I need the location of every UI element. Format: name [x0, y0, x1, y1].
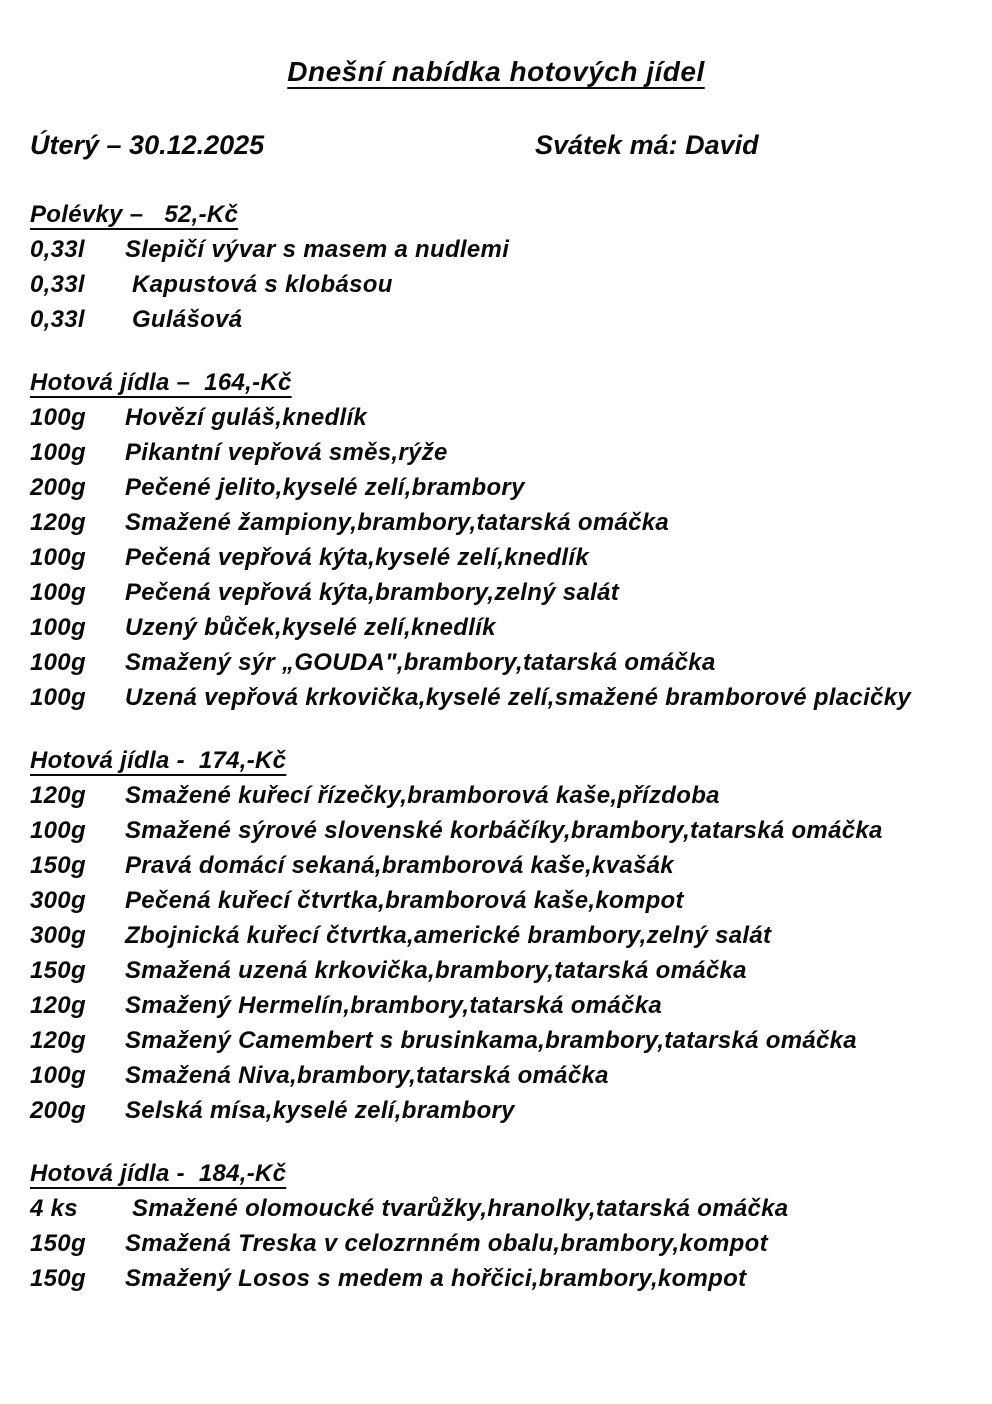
menu-item-row [30, 645, 972, 680]
item-name: Smažené sýrové slovenské korbáčíky,brambory,tatarská omáčka [125, 817, 883, 844]
item-name: Uzená vepřová krkovička,kyselé zelí,smažené bramborové placičky [125, 684, 911, 711]
menu-item-row [30, 680, 972, 715]
item-name: Uzený bůček,kyselé zelí,knedlík [125, 614, 496, 641]
item-quantity: 120g [30, 1027, 86, 1054]
menu-item-row [30, 813, 972, 848]
item-name: Smažené olomoucké tvarůžky,hranolky,tatarská omáčka [125, 1195, 789, 1222]
menu-item-row [30, 505, 972, 540]
menu-item-row [30, 1226, 972, 1261]
section-heading: Hotová jídla – 164,-Kč [30, 369, 292, 396]
menu-item-row [30, 267, 972, 302]
menu-item-row [30, 883, 972, 918]
item-quantity: 150g [30, 1230, 86, 1257]
item-name: Smažená Niva,brambory,tatarská omáčka [125, 1062, 609, 1089]
menu-item-row [30, 470, 972, 505]
page-title: Dnešní nabídka hotových jídel [287, 56, 705, 87]
item-quantity: 150g [30, 957, 86, 984]
section-heading: Polévky – 52,-Kč [30, 201, 239, 228]
item-name: Smažený Camembert s brusinkama,brambory,tatarská omáčka [125, 1027, 857, 1054]
menu-item-row [30, 610, 972, 645]
item-quantity: 0,33l [30, 271, 85, 298]
item-quantity: 200g [30, 474, 86, 501]
menu-item-row [30, 778, 972, 813]
menu-section [30, 1156, 972, 1296]
item-quantity: 0,33l [30, 306, 85, 333]
item-name: Smažené kuřecí řízečky,bramborová kaše,přízdoba [125, 782, 720, 809]
item-name: Smažený sýr „GOUDA",brambory,tatarská omáčka [125, 649, 716, 676]
menu-item-row [30, 400, 972, 435]
item-quantity: 100g [30, 1062, 86, 1089]
section-items [30, 1191, 972, 1296]
item-name: Pikantní vepřová směs,rýže [125, 439, 448, 466]
menu-item-row [30, 1058, 972, 1093]
menu-item-row [30, 575, 972, 610]
menu-item-row [30, 1023, 972, 1058]
item-quantity: 100g [30, 439, 86, 466]
menu-item-row [30, 953, 972, 988]
item-name: Smažený Hermelín,brambory,tatarská omáčka [125, 992, 662, 1019]
item-quantity: 150g [30, 852, 86, 879]
menu-item-row [30, 988, 972, 1023]
item-name: Selská mísa,kyselé zelí,brambory [125, 1097, 515, 1124]
nameday-label: Svátek má: David [535, 130, 759, 160]
menu-item-row [30, 848, 972, 883]
item-quantity: 120g [30, 782, 86, 809]
item-quantity: 100g [30, 817, 86, 844]
item-name: Smažená Treska v celozrnném obalu,brambory,kompot [125, 1230, 768, 1257]
weekday-date: Úterý – 30.12.2025 [30, 130, 265, 160]
item-name: Gulášová [125, 306, 243, 333]
item-name: Smažený Losos s medem a hořčici,brambory,kompot [125, 1265, 747, 1292]
item-quantity: 300g [30, 887, 86, 914]
menu-item-row [30, 1191, 972, 1226]
item-quantity: 100g [30, 404, 86, 431]
menu-item-row [30, 232, 972, 267]
menu-item-row [30, 918, 972, 953]
date-row [0, 130, 992, 161]
menu-sections [0, 197, 992, 1296]
item-name: Pravá domácí sekaná,bramborová kaše,kvašák [125, 852, 674, 879]
item-name: Kapustová s klobásou [125, 271, 393, 298]
item-quantity: 120g [30, 992, 86, 1019]
item-name: Pečené jelito,kyselé zelí,brambory [125, 474, 525, 501]
section-items [30, 232, 972, 337]
menu-section [30, 365, 972, 715]
item-name: Zbojnická kuřecí čtvrtka,americké brambory,zelný salát [125, 922, 772, 949]
menu-item-row [30, 1261, 972, 1296]
item-quantity: 300g [30, 922, 86, 949]
section-items [30, 778, 972, 1128]
section-items [30, 400, 972, 715]
item-quantity: 100g [30, 544, 86, 571]
item-quantity: 150g [30, 1265, 86, 1292]
item-quantity: 100g [30, 579, 86, 606]
item-name: Hovězí guláš,knedlík [125, 404, 368, 431]
item-quantity: 100g [30, 684, 86, 711]
item-name: Pečená vepřová kýta,brambory,zelný salát [125, 579, 620, 606]
item-quantity: 120g [30, 509, 86, 536]
item-name: Smažená uzená krkovička,brambory,tatarská omáčka [125, 957, 747, 984]
menu-item-row [30, 540, 972, 575]
item-quantity: 4 ks [30, 1195, 78, 1222]
item-name: Pečená kuřecí čtvrtka,bramborová kaše,kompot [125, 887, 684, 914]
menu-section [30, 197, 972, 337]
menu-item-row [30, 435, 972, 470]
item-quantity: 200g [30, 1097, 86, 1124]
menu-item-row [30, 302, 972, 337]
item-quantity: 100g [30, 614, 86, 641]
section-heading: Hotová jídla - 184,-Kč [30, 1160, 287, 1187]
item-name: Slepičí vývar s masem a nudlemi [125, 236, 510, 263]
menu-section [30, 743, 972, 1128]
item-quantity: 0,33l [30, 236, 85, 263]
item-name: Pečená vepřová kýta,kyselé zelí,knedlík [125, 544, 589, 571]
item-quantity: 100g [30, 649, 86, 676]
menu-item-row [30, 1093, 972, 1128]
item-name: Smažené žampiony,brambory,tatarská omáčka [125, 509, 670, 536]
section-heading: Hotová jídla - 174,-Kč [30, 747, 287, 774]
